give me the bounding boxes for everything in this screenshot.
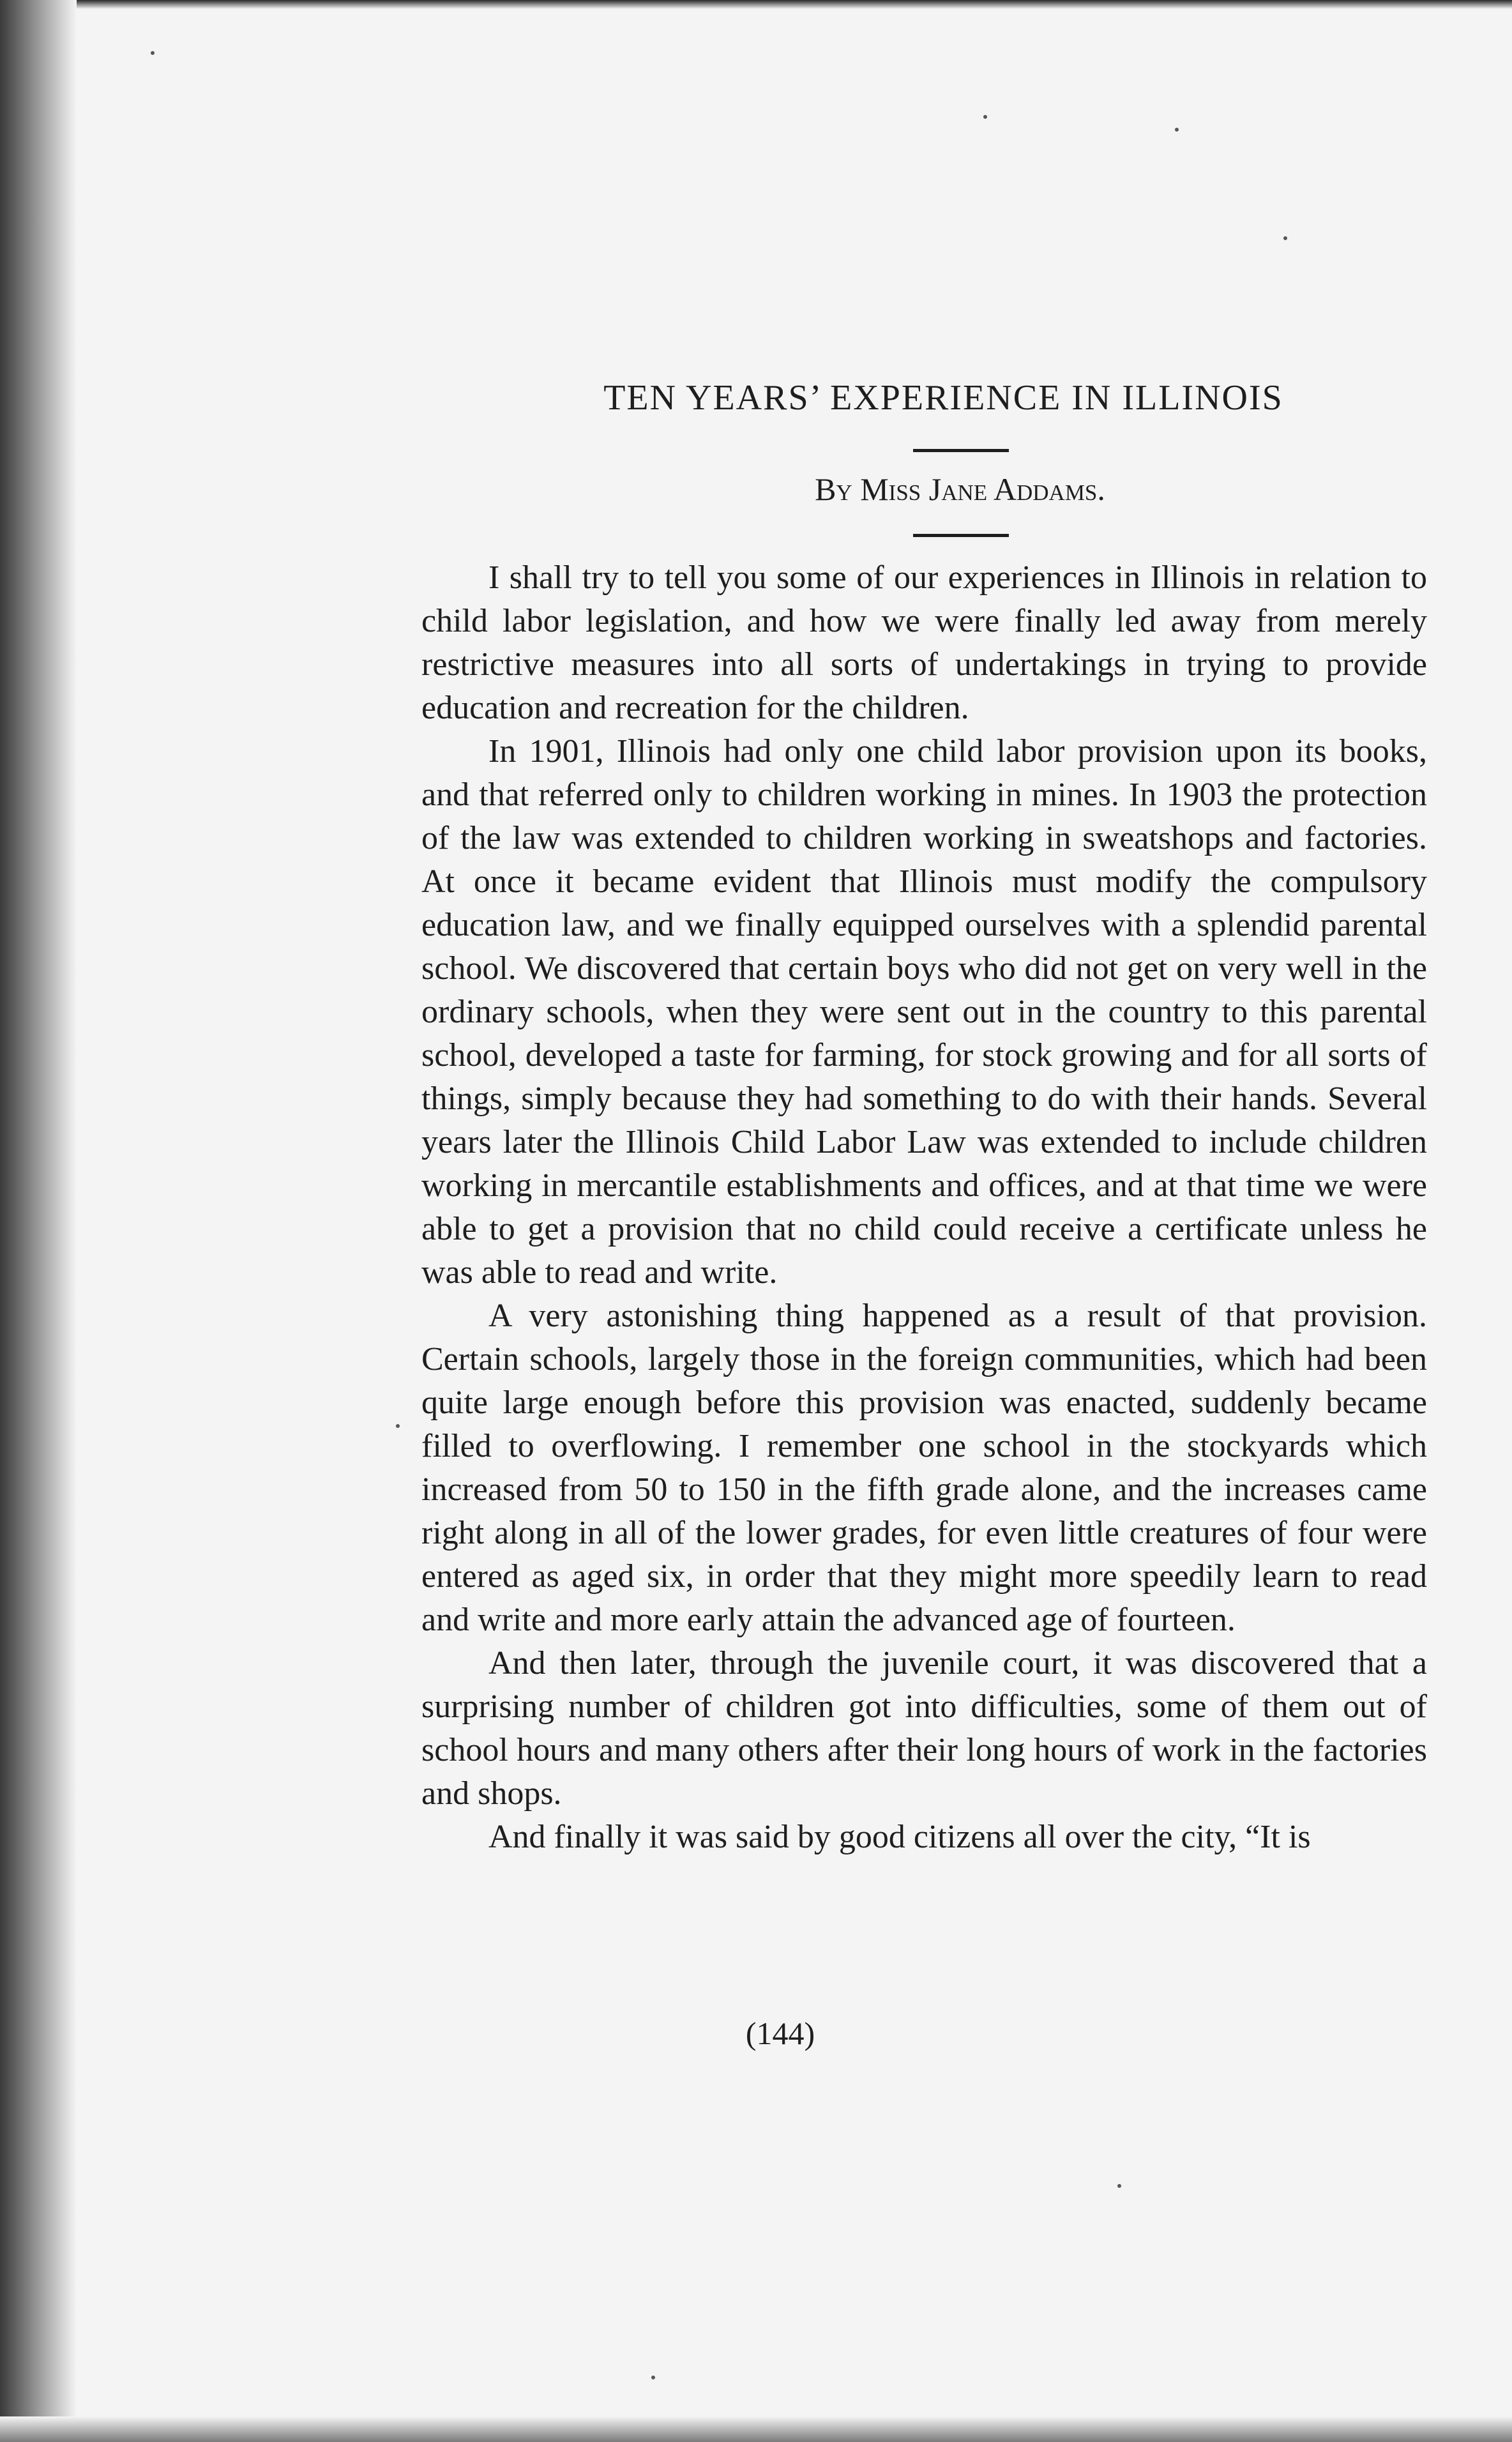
top-scan-border (0, 0, 1512, 9)
title-rule (913, 449, 1009, 452)
paragraph: A very astonishing thing happened as a result of that provision. Certain schools, largely those in the foreign communities, which had been quite large enough before this provision was enacted, suddenly became filled to overflowing. I remember one school in the stockyards which increased from 50 to 150 in the fifth grade alone, and the increases came right along in all of the lower grades, for even little creatures of four were entered as aged six, in order that they might more speedily learn to read and write and more early attain the advanced age of fourteen. (421, 1298, 1427, 1639)
dust-speck (1117, 2184, 1121, 2188)
dust-speck (1283, 236, 1287, 240)
binding-edge-shadow (0, 0, 77, 2442)
paragraph: I shall try to tell you some of our experiences in Illinois in relation to child labor legislation, and how we were finally led away from merely restrictive measures into all sorts of undertakings in trying to provide education and recreation for the children. (421, 559, 1427, 727)
article (421, 358, 1427, 1859)
paragraph: In 1901, Illinois had only one child labor provision upon its books, and that referred only to children working in mines. In 1903 the protection of the law was extended to children working in sweatshops and factories. At once it became evident that Illinois must modify the compulsory education law, and we finally equipped ourselves with a splendid parental school. We discovered that certain boys who did not get on very well in the ordinary schools, when they were sent out in the country to this parental school, developed a taste for farming, for stock growing and for all sorts of things, simply because they had something to do with their hands. Several years later the Illinois Child Labor Law was extended to include children working in mercantile establishments and offices, and at that time we were able to get a provision that no child could receive a certificate unless he was able to read and write. (421, 733, 1427, 1291)
article-body (421, 556, 1427, 1859)
dust-speck (1175, 128, 1179, 132)
dust-speck (983, 115, 987, 119)
article-title: TEN YEARS’ EXPERIENCE IN ILLINOIS (603, 378, 1283, 418)
bottom-scan-edge (0, 2416, 1512, 2442)
page-number: (144) (745, 2015, 815, 2051)
paragraph: And finally it was said by good citizens all over the city, “It is (488, 1819, 1311, 1856)
dust-speck (651, 2376, 655, 2379)
article-byline: By Miss Jane Addams. (815, 471, 1105, 508)
dust-speck (396, 1424, 400, 1428)
paragraph: And then later, through the juvenile court, it was discovered that a surprising number of children got into difficulties, some of them out of school hours and many others after their long hours of work in the factories and shops. (421, 1645, 1427, 1812)
dust-speck (151, 51, 155, 55)
byline-rule (913, 534, 1009, 537)
